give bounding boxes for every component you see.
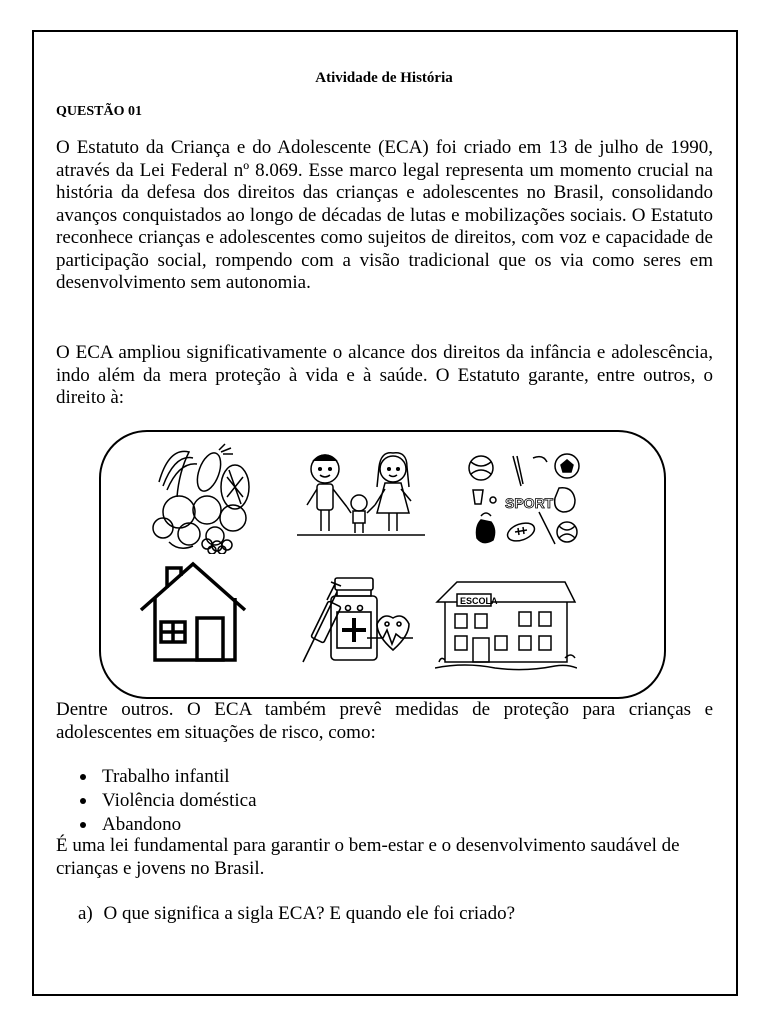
paragraph-protection: Dentre outros. O ECA também prevê medidas de proteção para crianças e adolescentes em situações de risco, como: <box>56 699 713 743</box>
sport-label: SPORT <box>505 495 554 511</box>
list-item: Trabalho infantil <box>78 765 257 789</box>
paragraph-rights: O ECA ampliou significativamente o alcance dos direitos da infância e adolescência, indo além da mera proteção à vida e à saúde. O Estatuto garante, entre outros, o direito à: <box>56 342 713 408</box>
health-illustration <box>297 572 415 670</box>
risk-list <box>78 765 257 837</box>
question-a-label: a) <box>78 903 93 924</box>
list-item: Abandono <box>78 813 257 837</box>
house-icon <box>137 560 249 664</box>
list-item: Violência doméstica <box>78 789 257 813</box>
page-title: Atividade de História <box>315 70 453 86</box>
question-a <box>78 903 515 925</box>
fruits-illustration <box>149 442 259 554</box>
rights-illustrations-box <box>99 430 666 699</box>
question-label: QUESTÃO 01 <box>56 104 142 119</box>
sports-illustration <box>463 452 583 560</box>
school-label: ESCOLA <box>460 596 498 606</box>
school-illustration <box>435 578 577 674</box>
question-a-text: O que significa a sigla ECA? E quando ele foi criado? <box>103 903 516 924</box>
family-illustration <box>293 447 428 547</box>
paragraph-conclusion: É uma lei fundamental para garantir o bem-estar e o desenvolvimento saudável de crianças e jovens no Brasil. <box>56 835 680 879</box>
paragraph-intro: O Estatuto da Criança e do Adolescente (ECA) foi criado em 13 de julho de 1990, através da Lei Federal nº 8.069. Esse marco legal representa um momento crucial na história da defesa dos direitos das crianças e adolescentes no Brasil, consolidando avanços conquistados ao longo de décadas de lutas e mobilizações sociais. O Estatuto reconhece crianças e adolescentes como sujeitos de direitos, com voz e capacidade de participação social, rompendo com a visão tradicional que os via como seres em desenvolvimento sem autonomia. <box>56 137 713 293</box>
